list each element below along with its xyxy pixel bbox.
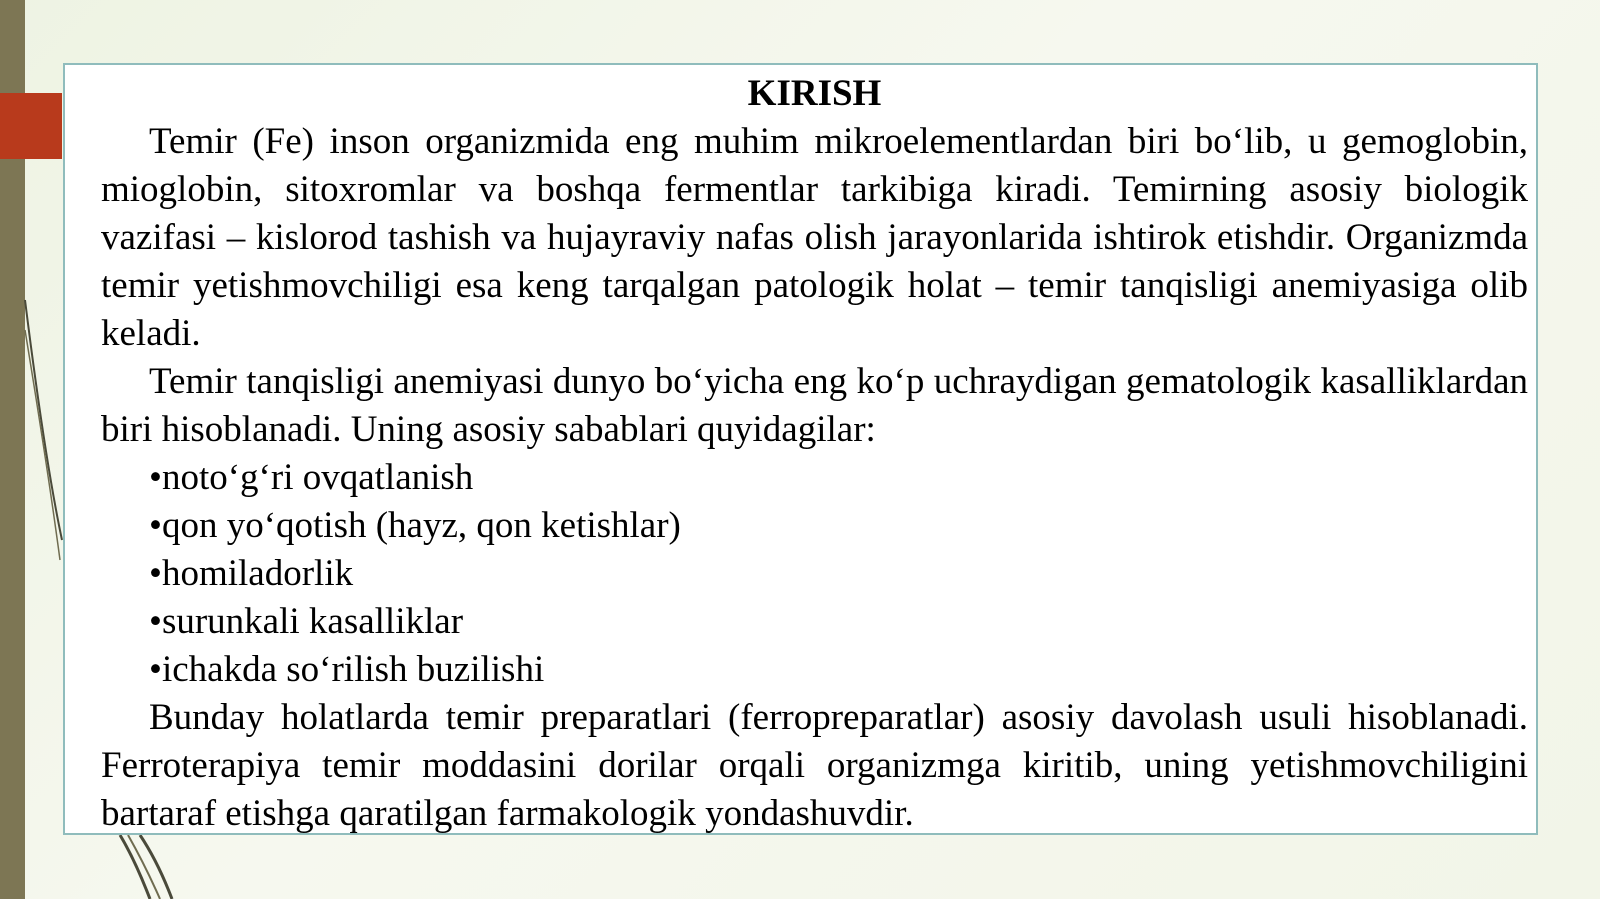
list-item: •qon yo‘qotish (hayz, qon ketishlar): [149, 505, 681, 546]
list-item: •noto‘g‘ri ovqatlanish: [149, 457, 474, 498]
page-title: KIRISH: [747, 73, 882, 114]
treatment-paragraph: Bunday holatlarda temir preparatlari (ferropreparatlar) asosiy davolash usuli hisoblanadi. Ferroterapiya temir moddasini dorilar orqali organizmga kiritib, uning yetishmovchiligini bartaraf etishga qaratilgan farmakologik yondashuvdir.: [101, 697, 1528, 834]
causes-list: [101, 454, 1528, 694]
list-item: •homiladorlik: [149, 553, 354, 594]
list-item: •ichakda so‘rilish buzilishi: [149, 649, 545, 690]
intro-paragraph: Temir (Fe) inson organizmida eng muhim mikroelementlardan biri bo‘lib, u gemoglobin, mioglobin, sitoxromlar va boshqa fermentlar tarkibiga kiradi. Temirning asosiy biologik vazifasi – kislorod tashish va hujayraviy nafas olish jarayonlarida ishtirok etishdir. Organizmda temir yetishmovchiligi esa keng tarqalgan patologik holat – temir tanqisligi anemiyasiga olib keladi.: [101, 121, 1528, 354]
red-accent-tab: [0, 93, 62, 159]
slide-text: [101, 70, 1528, 838]
list-item: •surunkali kasalliklar: [149, 601, 464, 642]
causes-paragraph: Temir tanqisligi anemiyasi dunyo bo‘yicha eng ko‘p uchraydigan gematologik kasalliklardan biri hisoblanadi. Uning asosiy sabablari quyidagilar:: [101, 361, 1528, 450]
